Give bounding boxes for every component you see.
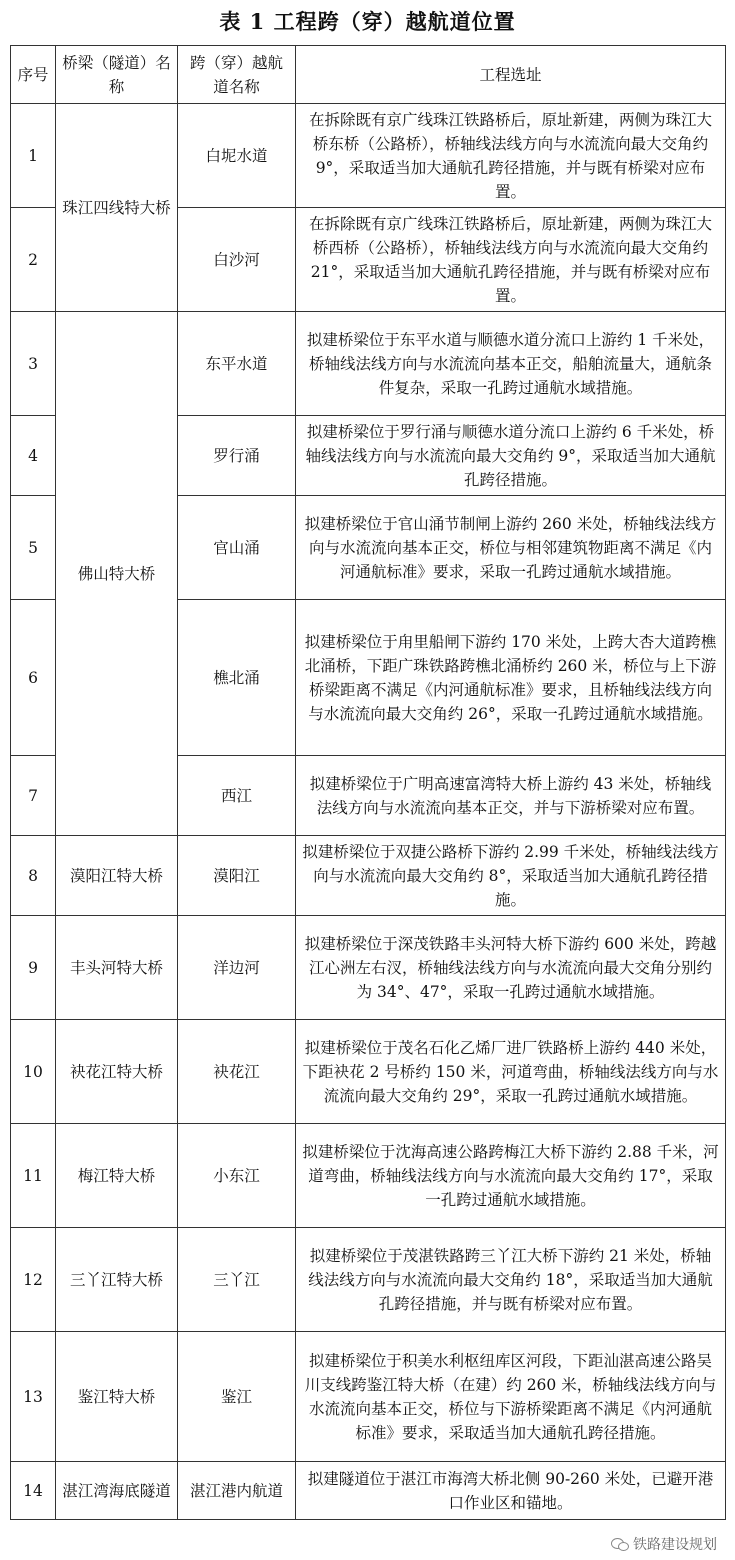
bridge-name: 漠阳江特大桥	[56, 836, 178, 916]
site-description: 拟建桥梁位于沈海高速公路跨梅江大桥下游约 2.88 千米，河道弯曲，桥轴线法线方向与水流流向最大交角约 17°，采取一孔跨过通航水域措施。	[296, 1124, 726, 1228]
table-row	[11, 312, 726, 416]
table-row	[11, 104, 726, 208]
bridge-name: 丰头河特大桥	[56, 916, 178, 1020]
row-index: 1	[11, 104, 56, 208]
site-description: 拟建桥梁位于东平水道与顺德水道分流口上游约 1 千米处，桥轴线法线方向与水流流向基本正交，船舶流量大，通航条件复杂，采取一孔跨过通航水域措施。	[296, 312, 726, 416]
header-channel: 跨（穿）越航道名称	[178, 46, 296, 104]
bridge-name: 袂花江特大桥	[56, 1020, 178, 1124]
channel-name: 东平水道	[178, 312, 296, 416]
channel-name: 小东江	[178, 1124, 296, 1228]
header-index: 序号	[11, 46, 56, 104]
site-description: 拟建桥梁位于广明高速富湾特大桥上游约 43 米处，桥轴线法线方向与水流流向基本正交，并与下游桥梁对应布置。	[296, 756, 726, 836]
bridge-name: 珠江四线特大桥	[56, 104, 178, 312]
table-row	[11, 916, 726, 1020]
table-row	[11, 1020, 726, 1124]
row-index: 10	[11, 1020, 56, 1124]
row-index: 13	[11, 1332, 56, 1462]
channel-name: 三丫江	[178, 1228, 296, 1332]
channel-name: 白沙河	[178, 208, 296, 312]
row-index: 8	[11, 836, 56, 916]
site-description: 拟建桥梁位于茂湛铁路跨三丫江大桥下游约 21 米处，桥轴线法线方向与水流流向最大交角约 18°，采取适当加大通航孔跨径措施，并与既有桥梁对应布置。	[296, 1228, 726, 1332]
row-index: 3	[11, 312, 56, 416]
row-index: 14	[11, 1462, 56, 1520]
bridge-name: 三丫江特大桥	[56, 1228, 178, 1332]
table-row	[11, 1228, 726, 1332]
row-index: 9	[11, 916, 56, 1020]
row-index: 12	[11, 1228, 56, 1332]
channel-name: 白坭水道	[178, 104, 296, 208]
bridge-name: 鉴江特大桥	[56, 1332, 178, 1462]
channel-name: 鉴江	[178, 1332, 296, 1462]
row-index: 7	[11, 756, 56, 836]
bridge-name: 梅江特大桥	[56, 1124, 178, 1228]
site-description: 拟建隧道位于湛江市海湾大桥北侧 90-260 米处，已避开港口作业区和锚地。	[296, 1462, 726, 1520]
channel-name: 西江	[178, 756, 296, 836]
bridge-name: 湛江湾海底隧道	[56, 1462, 178, 1520]
header-bridge: 桥梁（隧道）名称	[56, 46, 178, 104]
site-description: 拟建桥梁位于深茂铁路丰头河特大桥下游约 600 米处，跨越江心洲左右汊，桥轴线法线方向与水流流向最大交角分别约为 34°、47°，采取一孔跨过通航水域措施。	[296, 916, 726, 1020]
table-title: 表 1 工程跨（穿）越航道位置	[219, 9, 516, 34]
table-row	[11, 1124, 726, 1228]
watermark-text: 铁路建设规划	[633, 1537, 717, 1553]
row-index: 11	[11, 1124, 56, 1228]
channel-name: 漠阳江	[178, 836, 296, 916]
channel-name: 罗行涌	[178, 416, 296, 496]
channel-name: 湛江港内航道	[178, 1462, 296, 1520]
channel-name: 袂花江	[178, 1020, 296, 1124]
table-row	[11, 1332, 726, 1462]
navigation-crossing-table	[10, 45, 726, 1520]
channel-name: 樵北涌	[178, 600, 296, 756]
table-row	[11, 1462, 726, 1520]
channel-name: 洋边河	[178, 916, 296, 1020]
wechat-icon	[611, 1537, 629, 1551]
channel-name: 官山涌	[178, 496, 296, 600]
table-row	[11, 836, 726, 916]
row-index: 2	[11, 208, 56, 312]
site-description: 拟建桥梁位于官山涌节制闸上游约 260 米处，桥轴线法线方向与水流流向基本正交，桥位与相邻建筑物距离不满足《内河通航标准》要求，采取一孔跨过通航水域措施。	[296, 496, 726, 600]
site-description: 拟建桥梁位于茂名石化乙烯厂进厂铁路桥上游约 440 米处，下距袂花 2 号桥约 150 米，河道弯曲，桥轴线法线方向与水流流向最大交角约 29°，采取一孔跨过通航水域措施。	[296, 1020, 726, 1124]
row-index: 4	[11, 416, 56, 496]
site-description: 拟建桥梁位于积美水利枢纽库区河段，下距汕湛高速公路吴川支线跨鉴江特大桥（在建）约 260 米，桥轴线法线方向与水流流向基本正交，桥位与下游桥梁距离不满足《内河通航标准》要求，采取适当加大通航孔跨径措施。	[296, 1332, 726, 1462]
site-description: 拟建桥梁位于双捷公路桥下游约 2.99 千米处，桥轴线法线方向与水流流向最大交角约 8°，采取适当加大通航孔跨径措施。	[296, 836, 726, 916]
row-index: 5	[11, 496, 56, 600]
watermark	[611, 1534, 717, 1554]
row-index: 6	[11, 600, 56, 756]
header-site: 工程选址	[296, 46, 726, 104]
site-description: 在拆除既有京广线珠江铁路桥后，原址新建，两侧为珠江大桥东桥（公路桥），桥轴线法线方向与水流流向最大交角约 9°，采取适当加大通航孔跨径措施，并与既有桥梁对应布置。	[296, 104, 726, 208]
site-description: 在拆除既有京广线珠江铁路桥后，原址新建，两侧为珠江大桥西桥（公路桥），桥轴线法线方向与水流流向最大交角约 21°，采取适当加大通航孔跨径措施，并与既有桥梁对应布置。	[296, 208, 726, 312]
table-header-row	[11, 46, 726, 104]
bridge-name: 佛山特大桥	[56, 312, 178, 836]
site-description: 拟建桥梁位于甪里船闸下游约 170 米处，上跨大杏大道跨樵北涌桥，下距广珠铁路跨樵北涌桥约 260 米，桥位与上下游桥梁距离不满足《内河通航标准》要求，且桥轴线法线方向与水流流向最大交角约 26°，采取一孔跨过通航水域措施。	[296, 600, 726, 756]
site-description: 拟建桥梁位于罗行涌与顺德水道分流口上游约 6 千米处，桥轴线法线方向与水流流向最大交角约 9°，采取适当加大通航孔跨径措施。	[296, 416, 726, 496]
